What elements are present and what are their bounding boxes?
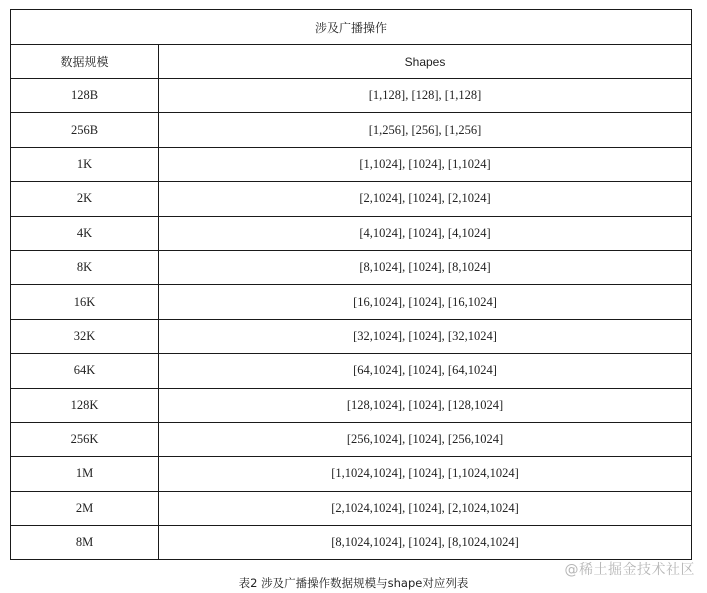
table-row [11,216,692,250]
header-shapes: Shapes [159,45,692,79]
cell-data-size: 32K [11,319,159,353]
cell-data-size: 256K [11,422,159,456]
table-row [11,388,692,422]
cell-data-size: 1M [11,457,159,491]
cell-data-size: 256B [11,113,159,147]
table-title: 涉及广播操作 [11,10,692,45]
cell-shapes: [1,1024], [1024], [1,1024] [159,147,692,181]
cell-data-size: 128K [11,388,159,422]
cell-data-size: 8K [11,250,159,284]
table-row [11,113,692,147]
table-row [11,285,692,319]
table-row [11,457,692,491]
cell-data-size: 2K [11,182,159,216]
cell-shapes: [16,1024], [1024], [16,1024] [159,285,692,319]
cell-shapes: [256,1024], [1024], [256,1024] [159,422,692,456]
cell-shapes: [4,1024], [1024], [4,1024] [159,216,692,250]
table-row [11,319,692,353]
broadcast-shapes-table [10,9,692,560]
cell-data-size: 64K [11,354,159,388]
cell-shapes: [32,1024], [1024], [32,1024] [159,319,692,353]
table-body [11,79,692,560]
cell-shapes: [1,128], [128], [1,128] [159,79,692,113]
cell-shapes: [64,1024], [1024], [64,1024] [159,354,692,388]
table-row [11,526,692,560]
table-row [11,491,692,525]
cell-shapes: [8,1024,1024], [1024], [8,1024,1024] [159,526,692,560]
cell-data-size: 1K [11,147,159,181]
cell-shapes: [128,1024], [1024], [128,1024] [159,388,692,422]
cell-data-size: 2M [11,491,159,525]
cell-data-size: 4K [11,216,159,250]
cell-data-size: 16K [11,285,159,319]
table-row [11,354,692,388]
header-data-size: 数据规模 [11,45,159,79]
table-row [11,182,692,216]
watermark: @稀土掘金技术社区 [564,562,695,578]
cell-shapes: [2,1024], [1024], [2,1024] [159,182,692,216]
cell-data-size: 128B [11,79,159,113]
table-row [11,79,692,113]
table-row [11,422,692,456]
cell-data-size: 8M [11,526,159,560]
cell-shapes: [1,256], [256], [1,256] [159,113,692,147]
table-row [11,250,692,284]
broadcast-shapes-table-container [10,9,692,560]
table-caption: 表2 涉及广播操作数据规模与shape对应列表 [238,576,469,590]
cell-shapes: [8,1024], [1024], [8,1024] [159,250,692,284]
cell-shapes: [1,1024,1024], [1024], [1,1024,1024] [159,457,692,491]
cell-shapes: [2,1024,1024], [1024], [2,1024,1024] [159,491,692,525]
table-row [11,147,692,181]
